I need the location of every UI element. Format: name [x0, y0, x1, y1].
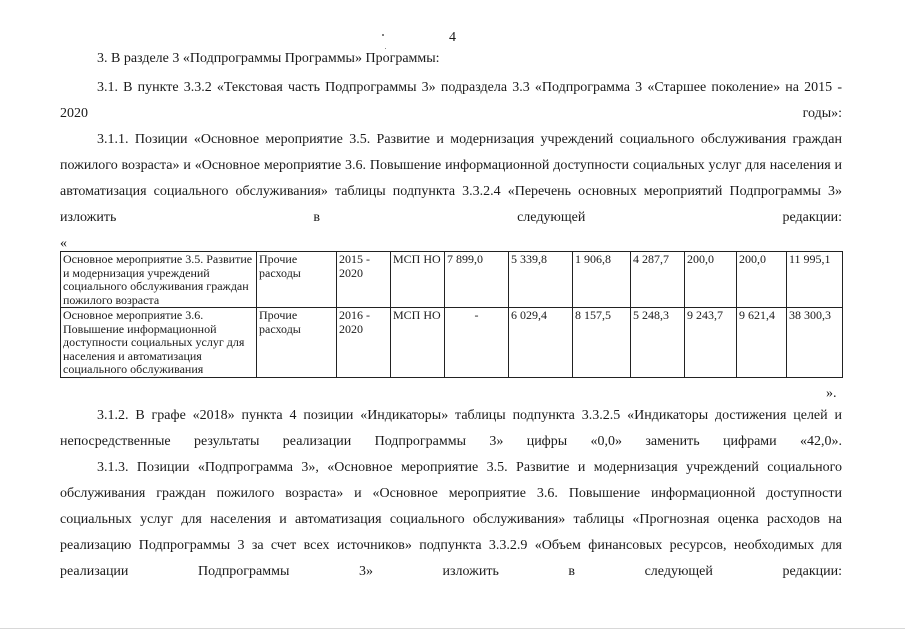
section-heading-paragraph: 3. В разделе 3 «Подпрограммы Программы» Программы: [97, 51, 440, 66]
executor-cell: МСП НО [391, 308, 445, 378]
paragraph-3-1: 3.1. В пункте 3.3.2 «Текстовая часть Подпрограммы 3» подраздела 3.3 «Подпрограмма 3 «Старшее поколение» на 2015 - 2020 годы»: [60, 80, 842, 121]
executor-cell: МСП НО [391, 252, 445, 308]
period-cell: 2015 - 2020 [337, 252, 391, 308]
measure-name-cell: Основное мероприятие 3.6. Повышение информационной доступности социальных услуг для населения и автоматизация социального обслуживания [61, 308, 257, 378]
value-cell: 11 995,1 [787, 252, 843, 308]
value-cell: 9 243,7 [685, 308, 737, 378]
value-cell: - [445, 308, 509, 378]
value-cell: 5 248,3 [631, 308, 685, 378]
measures-table [60, 251, 843, 378]
paragraph-3-1-1: 3.1.1. Позиции «Основное мероприятие 3.5. Развитие и модернизация учреждений социального обслуживания граждан пожилого возраста» и «Основное мероприятие 3.6. Повышение информационной доступности социальных услуг для населения и автоматизация социального обслуживания» таблицы подпункта 3.3.2.4 «Перечень основных мероприятий Подпрограммы 3» изложить в следующей редакции: [60, 132, 842, 225]
table-row [61, 308, 843, 378]
expense-type-cell: Прочие расходы [257, 308, 337, 378]
table-row [61, 252, 843, 308]
value-cell: 8 157,5 [573, 308, 631, 378]
paragraph-3-1-3: 3.1.3. Позиции «Подпрограмма 3», «Основное мероприятие 3.5. Развитие и модернизация учреждений социального обслуживания граждан пожилого возраста» и «Основное мероприятие 3.6. Повышение информационной доступности социальных услуг для населения и автоматизация социального обслуживания» таблицы «Прогнозная оценка расходов на реализацию Подпрограммы 3 за счет всех источников» подпункта 3.3.2.9 «Объем финансовых ресурсов, необходимых для реализации Подпрограммы 3» изложить в следующей редакции: [60, 460, 842, 579]
value-cell: 4 287,7 [631, 252, 685, 308]
page-number: 4 [449, 30, 456, 45]
scan-speck [382, 34, 384, 36]
value-cell: 1 906,8 [573, 252, 631, 308]
value-cell: 38 300,3 [787, 308, 843, 378]
value-cell: 9 621,4 [737, 308, 787, 378]
period-cell: 2016 - 2020 [337, 308, 391, 378]
value-cell: 7 899,0 [445, 252, 509, 308]
quote-close: ». [826, 386, 837, 401]
value-cell: 5 339,8 [509, 252, 573, 308]
value-cell: 6 029,4 [509, 308, 573, 378]
scan-edge [0, 628, 905, 629]
value-cell: 200,0 [737, 252, 787, 308]
measure-name-cell: Основное мероприятие 3.5. Развитие и модернизация учреждений социального обслуживания граждан пожилого возраста [61, 252, 257, 308]
quote-open: « [60, 236, 67, 251]
paragraph-3-1-2: 3.1.2. В графе «2018» пункта 4 позиции «Индикаторы» таблицы подпункта 3.3.2.5 «Индикаторы достижения целей и непосредственные результаты реализации Подпрограммы 3» цифры «0,0» заменить цифрами «42,0». [60, 408, 842, 449]
value-cell: 200,0 [685, 252, 737, 308]
expense-type-cell: Прочие расходы [257, 252, 337, 308]
